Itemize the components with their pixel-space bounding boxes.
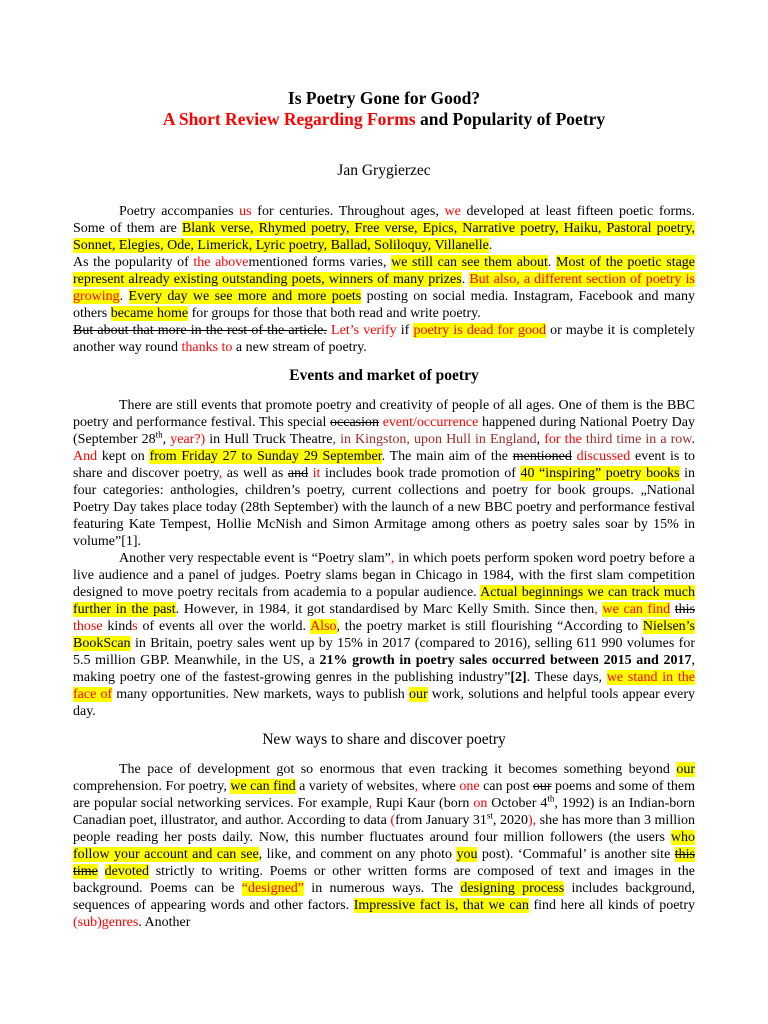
edited-text: event/occurrence [382,415,479,430]
text-run: for centuries. Throughout ages, [251,204,445,219]
text-run: in Hull Truck Theatre [205,432,333,447]
highlighted-text: But also, a different section of poetry is growing [73,272,696,304]
section-heading-events: Events and market of poetry [289,367,479,384]
verify-paragraph [73,322,695,356]
text-run: find here all kinds of poetry [528,898,695,913]
highlighted-text: Blank verse, Rhymed poetry, Free verse, Epics, Narrative poetry, Haiku, Pastoral poetry, Sonnet, Elegies, Ode, Limerick, Lyric poetry, Ballad, Soliloquy, Villanelle [73,221,695,253]
highlighted-text: our [408,687,428,702]
document-body [73,203,695,931]
edited-text: s [132,619,138,634]
text-run: from January 31 [395,813,487,828]
edited-text: the above [193,255,249,270]
text-run: a new stream of poetry. [232,340,367,355]
text-run: of events all over the world. [137,619,311,634]
text-run: post). ‘Commaful’ is another site [477,847,675,862]
edited-text: , [286,602,290,617]
text-run: in Britain, poetry sales went up by 15% in 2017 (compared to 2016), selling 611 990 volumes for 5.5 million GBP. Meanwhile, in the US, a [73,636,695,668]
text-run: if [396,323,414,338]
edited-text: for the [544,432,582,447]
text-run: Rupi Kaur (born [371,796,474,811]
text-run: . [547,255,557,270]
highlighted-text: our [676,762,695,777]
edited-text: ), [527,813,537,828]
poetry-slam-paragraph [73,550,695,720]
strikethrough-text: mentioned [512,449,572,464]
highlighted-text: Impressive fact is, that we can [353,898,529,913]
text-run: Poetry accompanies [119,204,240,219]
text-run: in four categories: anthologies, children’s poetry, current collections and poetry for book groups. „National Poetry Day takes place today (28th September) with the launch of a new BBC poetry and performance festival featuring Kate Tempest, Hollie McNish and Simon Armitage among others as poetry sales soar by 15% in volume”[1]. [73,466,695,549]
text-run: event is to share and discover poetry [73,449,696,481]
edited-text: thanks to [181,340,233,355]
highlighted-text: Every day we see more and more poets [128,289,362,304]
text-run: includes background, sequences of appearing words and other factors. [73,881,695,913]
title-rest-part: and Popularity of Poetry [415,109,606,129]
superscript: th [155,429,163,440]
text-run: she has more than 3 million people reading her posts daily. Now, this number fluctuates around four million followers (the users [73,813,695,845]
text-run: . However, in 1984 [175,602,287,617]
text-run: , [536,432,545,447]
text-run: can post [479,779,533,794]
author-name: Jan Grygierzec [337,162,431,179]
highlighted-text: you [456,847,478,862]
intro-paragraph [73,203,695,254]
title-line-2 [0,109,768,130]
edited-text: , [368,796,372,811]
text-run: poems and some of them are popular social networking services. For example [73,779,695,811]
highlighted-text: 40 “inspiring” poetry books [520,466,680,481]
text-run: . Another [138,915,191,930]
strikethrough-text: and [287,466,309,481]
events-paragraph [73,397,695,550]
text-run: , 2020 [492,813,528,828]
text-run: kind [102,619,133,634]
text-run [98,864,105,879]
text-run: . [461,272,470,287]
text-run: for groups for those that both read and write poetry. [188,306,481,321]
superscript: th [547,793,555,804]
text-run: a variety of websites [295,779,415,794]
text-run: happened during National Poetry Day (September 28 [73,415,696,447]
highlighted-text: designing process [460,881,565,896]
edited-text: those [73,619,103,634]
bold-text: [2] [510,670,527,685]
title-red-part: A Short Review Regarding Forms [162,109,416,129]
new-ways-paragraph [73,761,695,931]
text-run: it got standardised by Marc Kelly Smith. Since then [289,602,595,617]
edited-text: it [312,466,321,481]
text-run: includes book trade promotion of [320,466,521,481]
highlighted-text: became home [110,306,189,321]
text-run: mentioned forms varies, [248,255,392,270]
strikethrough-text: this [674,602,696,617]
highlighted-text: Actual beginnings we can track much further in the past [73,585,695,617]
text-run: . These days, [526,670,607,685]
text-run: The pace of development got so enormous that even tracking it becomes something beyond [119,762,677,777]
text-run: work, solutions and helpful tools appear every day. [73,687,695,719]
strikethrough-text: But about that more in the rest of the article. [73,323,327,338]
text-run: Another very respectable event is “Poetry slam” [119,551,391,566]
highlighted-text: Nielsen’s BookScan [73,619,695,651]
edited-text: on [473,796,488,811]
text-run: developed at least fifteen poetic forms. Some of them are [73,204,695,236]
highlighted-text: from Friday 27 to Sunday 29 September [149,449,382,464]
superscript: st [486,810,493,821]
highlighted-text: we can find [230,779,296,794]
highlighted-text: devoted [104,864,149,879]
text-run: comprehension. For poetry, [73,779,231,794]
text-run: , [162,432,171,447]
edited-text: discussed [576,449,631,464]
edited-text: year?) [170,432,206,447]
highlighted-text: we still can see them about [391,255,548,270]
text-run: strictly to writing. Poems or other written forms are composed of text and images in the background. Poems can be [73,864,696,896]
highlighted-text: poetry is dead for good [413,323,546,338]
edited-text: (sub)genres [73,915,139,930]
edited-text: third time in a row [585,432,692,447]
highlighted-text: who follow your account and can see [73,830,695,862]
text-run: posting on social media. Instagram, Facebook and many others [73,289,695,321]
edited-text: Let’s verify [331,323,397,338]
text-run: , 1992) is an Indian-born Canadian poet, illustrator, and author. According to data [73,796,695,828]
highlighted-text: Also [310,619,337,634]
edited-text: one [459,779,480,794]
text-run: or maybe it is completely another way round [73,323,696,355]
edited-text: , [594,602,598,617]
edited-text: us [239,204,252,219]
section-heading-new-ways: New ways to share and discover poetry [262,731,506,748]
edited-text: , in Kingston, upon Hull in England [332,432,537,447]
highlighted-text: we can find [602,602,671,617]
text-run: As the popularity of [73,255,194,270]
highlighted-text: “designed” [241,881,304,896]
strikethrough-text: occasion [330,415,380,430]
text-run: in which poets perform spoken word poetry before a live audience and a panel of judges. Poetry slams began in Chicago in 1984, with the first slam competition designed to move poetry recitals from academia to a popular audience. [73,551,695,600]
text-run: . [488,238,493,253]
text-run: many opportunities. New markets, ways to publish [112,687,409,702]
text-run: . [119,289,129,304]
strikethrough-text: our [532,779,552,794]
text-run: as well as [222,466,288,481]
strikethrough-text: this time [73,847,695,879]
highlighted-text: Most of the poetic stage represent already existing outstanding poets, winners of many prizes [73,255,696,287]
bold-text: 21% growth in poetry sales occurred between 2015 and 2017 [319,653,692,668]
edited-text: we [444,204,461,219]
title-line-1: Is Poetry Gone for Good? [287,88,481,108]
edited-text: , [390,551,395,566]
edited-text: , [218,466,223,481]
text-run: where [418,779,460,794]
text-run: October 4 [487,796,548,811]
text-run: There are still events that promote poetry and creativity of people of all ages. One of them is the BBC poetry and performance festival. This special [73,398,695,430]
text-run: in numerous ways. The [304,881,461,896]
highlighted-text: we stand in the face of [73,670,695,702]
edited-text: , [414,779,419,794]
text-run: , like, and comment on any photo [258,847,457,862]
text-run: kept on [97,449,150,464]
text-run: . [691,432,696,447]
edited-text: And [73,449,98,464]
popularity-paragraph [73,254,695,322]
text-run: . The main aim of the [381,449,513,464]
edited-text: ( [390,813,396,828]
text-run: , making poetry one of the fastest-growing genres in the publishing industry” [73,653,695,685]
text-run: , the poetry market is still flourishing “According to [336,619,643,634]
title-block [0,88,768,130]
